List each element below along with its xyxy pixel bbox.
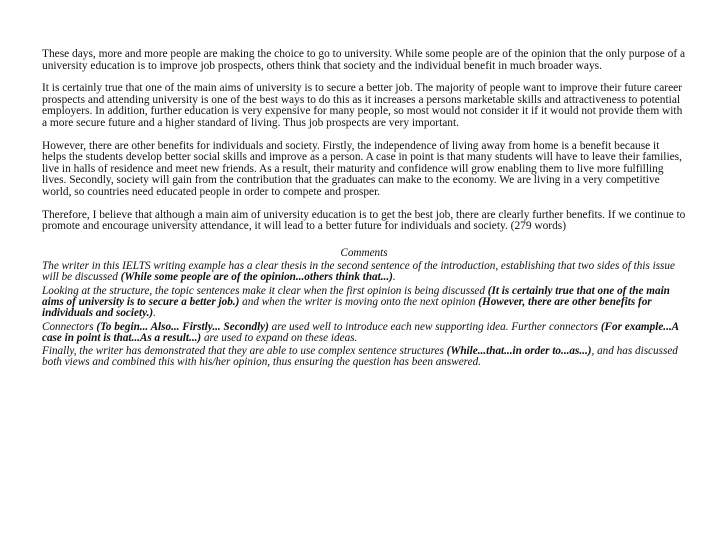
comment-punctuation: .	[392, 271, 396, 284]
essay-body	[42, 49, 686, 233]
comment-connectors	[42, 322, 686, 345]
comments-section	[42, 248, 686, 369]
comment-example: (However, there are other benefits for individuals and society.)	[42, 295, 652, 320]
document-page	[42, 49, 686, 371]
essay-paragraph-body-two: However, there are other benefits for individuals and society. Firstly, the independence of living away from home is a benefit because it helps the students develop better social skills and improve as a person. A case in point is that many students will have to leave their families, live in halls of residence and meet new friends. As a result, their maturity and confidence will grow enabling them to live more fulfilling lives. Secondly, society will gain from the contribution that the graduates can make to the economy. We are living in a very competitive world, so countries need educated people in order to compete and prosper.	[42, 139, 682, 198]
essay-paragraph-body-one: It is certainly true that one of the main aims of university is to secure a better job. The majority of people want to improve their future career prospects and attending university is one of the best ways to do this as it increases a persons marketable skills and attractiveness to potential employers. In addition, further education is very expensive for many people, so most would not consider it if it would not provide them with a more secure future and a higher standard of living. Thus job prospects are very important.	[42, 82, 683, 129]
comment-text: Connectors	[42, 320, 97, 333]
comment-structure	[42, 286, 686, 320]
comment-text: The writer in this IELTS writing example has a clear thesis in the second sentence of the introduction, establishing that two sides of this issue will be discussed	[42, 260, 675, 284]
comment-thesis	[42, 261, 686, 284]
comment-punctuation: .	[153, 307, 156, 320]
comment-example: (While some people are of the opinion...others think that...)	[120, 271, 393, 284]
comment-example: (While...that...in order to...as...)	[446, 345, 592, 358]
comment-text: and when the writer is moving onto the next opinion	[239, 295, 479, 308]
comment-text: Looking at the structure, the topic sentences make it clear when the first opinion is being discussed	[42, 284, 488, 297]
comment-example: (For example...A case in point is that...As a result...)	[42, 320, 679, 344]
comments-heading: Comments	[340, 246, 388, 259]
essay-paragraph-introduction: These days, more and more people are making the choice to go to university. While some people are of the opinion that the only purpose of a university education is to improve job prospects, others think that society and the individual benefit in much broader ways.	[42, 48, 686, 72]
comment-text: are used well to introduce each new supporting idea. Further connectors	[268, 320, 601, 333]
comment-text: are used to expand on these ideas.	[201, 331, 358, 344]
essay-paragraph-conclusion: Therefore, I believe that although a main aim of university education is to get the best job, there are clearly further benefits. If we continue to promote and encourage university attendance, it will lead to a better future for individuals and society. (279 words)	[42, 208, 686, 233]
comment-complex-structures	[42, 346, 686, 369]
comment-example: (To begin... Also... Firstly... Secondly)	[96, 320, 269, 333]
comment-text: Finally, the writer has demonstrated that they are able to use complex sentence structures	[42, 345, 447, 358]
comment-example: (It is certainly true that one of the main aims of university is to secure a better job.)	[42, 284, 670, 308]
comment-text: , and has discussed both views and combined this with his/her opinion, thus ensuring the question has been answered.	[42, 345, 678, 369]
